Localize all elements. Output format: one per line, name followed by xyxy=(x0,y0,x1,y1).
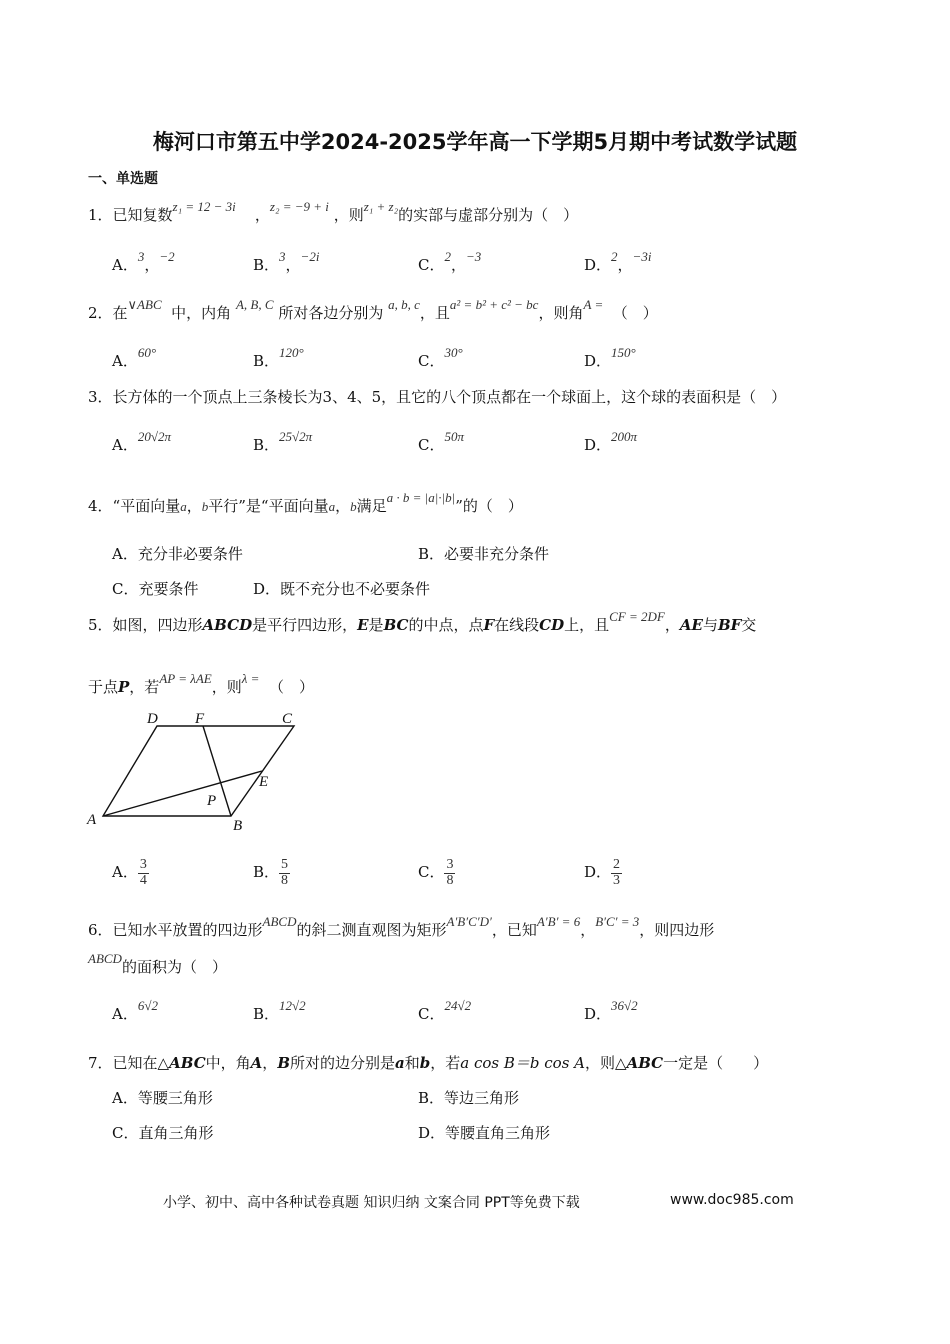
q2-math-angles: A, B, C xyxy=(235,297,274,312)
q7-label: b xyxy=(419,1054,431,1072)
option-letter: B． xyxy=(253,256,280,274)
q5-math-cf: CF = 2DF xyxy=(609,609,665,624)
option-value: 3 xyxy=(279,249,286,264)
fraction-denominator: 8 xyxy=(446,872,454,888)
q2-option-a[interactable] xyxy=(112,345,157,371)
q2-text: 2．在 xyxy=(88,304,128,322)
option-value: 等边三角形 xyxy=(444,1089,520,1107)
q1-sep2: ，则 xyxy=(333,206,364,224)
q7-text: 和 xyxy=(404,1054,420,1072)
q4-text: ”的（ ） xyxy=(455,497,523,515)
q1-option-d[interactable] xyxy=(584,249,652,275)
q5-label: ABCD xyxy=(202,616,253,634)
option-value: 充分非必要条件 xyxy=(137,545,243,563)
q6-math: ABCD xyxy=(88,951,122,966)
option-letter: D． xyxy=(584,1005,612,1023)
option-letter: A． xyxy=(112,863,138,882)
q7-option-b[interactable] xyxy=(418,1087,519,1108)
q5-text: ， xyxy=(664,616,680,634)
question-4 xyxy=(88,490,523,516)
q5-text: 是平行四边形， xyxy=(252,616,358,634)
section-heading: 一、单选题 xyxy=(88,171,158,187)
option-value: 20√2π xyxy=(137,429,171,444)
fraction-numerator: 2 xyxy=(613,857,621,872)
q1-sep1: ， xyxy=(254,206,270,224)
option-value: 25√2π xyxy=(279,429,313,444)
q1-text-pre: 1．已知复数 xyxy=(88,206,173,224)
option-letter: C． xyxy=(418,1005,445,1023)
option-letter: C． xyxy=(418,863,445,882)
q4-text: 满足 xyxy=(356,497,387,515)
option-letter: A． xyxy=(112,545,138,563)
option-sep: ， xyxy=(617,256,633,274)
option-sep: ， xyxy=(285,256,301,274)
q7-option-d[interactable] xyxy=(418,1122,550,1143)
fraction-numerator: 3 xyxy=(446,857,454,872)
q4-option-d[interactable] xyxy=(253,578,430,599)
q5-text: ，若 xyxy=(129,678,160,696)
option-letter: D． xyxy=(584,863,612,882)
option-sep: ， xyxy=(144,256,160,274)
parallelogram-figure xyxy=(85,712,315,834)
q7-label: ABC xyxy=(169,1054,206,1072)
q7-text: 7．已知在△ xyxy=(88,1054,170,1072)
question-6-line-2 xyxy=(88,951,227,977)
option-letter: C． xyxy=(418,436,445,454)
q6-text: 的面积为（ ） xyxy=(121,958,227,976)
question-5-line-1 xyxy=(88,609,757,635)
option-fraction xyxy=(279,858,290,888)
q7-text: ， xyxy=(262,1054,278,1072)
option-letter: D． xyxy=(584,256,612,274)
label-c: C xyxy=(282,712,293,727)
q5-text: 在线段 xyxy=(494,616,540,634)
q5-label: CD xyxy=(539,616,565,634)
q4-comma: ， xyxy=(186,497,202,515)
q2-text: （ ） xyxy=(612,304,658,322)
option-value: 必要非充分条件 xyxy=(444,545,550,563)
q2-math-sides: a, b, c xyxy=(388,297,420,312)
option-letter: C． xyxy=(418,352,445,370)
q6-math: A′B′C′D′ xyxy=(446,914,492,929)
fraction-numerator: 5 xyxy=(281,857,289,872)
q4-comma: ， xyxy=(335,497,351,515)
q5-text: 5．如图，四边形 xyxy=(88,616,203,634)
segment-ae xyxy=(103,771,262,816)
option-letter: D． xyxy=(253,580,281,598)
q5-label: BC xyxy=(383,616,409,634)
q2-text: ，且 xyxy=(419,304,450,322)
q6-math: A′B′ = 6 xyxy=(536,914,581,929)
option-value: 60° xyxy=(137,345,157,360)
option-value: 24√2 xyxy=(444,998,472,1013)
q4-option-b[interactable] xyxy=(418,543,549,564)
option-fraction xyxy=(611,858,622,888)
option-letter: A． xyxy=(112,436,138,454)
q3-option-a[interactable] xyxy=(112,429,171,455)
q6-text: ， xyxy=(580,921,596,939)
q1-text-post: 的实部与虚部分别为（ ） xyxy=(398,206,579,224)
option-letter: A． xyxy=(112,1005,138,1023)
option-value: 30° xyxy=(444,345,463,360)
q2-text: 所对各边分别为 xyxy=(278,304,384,322)
q7-text: ，若 xyxy=(430,1054,461,1072)
q1-option-c[interactable] xyxy=(418,249,482,275)
question-6-line-1 xyxy=(88,914,715,940)
q4-math-condition: a · b = |a|·|b| xyxy=(386,490,456,505)
q4-option-a[interactable] xyxy=(112,543,243,564)
fraction-denominator: 3 xyxy=(613,872,621,888)
q2-option-c[interactable] xyxy=(418,345,463,371)
q2-math-triangle: ∨ABC xyxy=(127,297,162,312)
label-b: B xyxy=(233,818,243,834)
label-f: F xyxy=(195,712,205,727)
option-value: 36√2 xyxy=(611,998,638,1013)
q1-option-b[interactable] xyxy=(253,249,320,275)
option-letter: D． xyxy=(418,1124,446,1142)
option-value: −2i xyxy=(300,249,320,264)
option-letter: B． xyxy=(253,436,280,454)
fraction-denominator: 8 xyxy=(281,872,289,888)
q4-vector-b: b xyxy=(201,499,209,514)
option-value: 既不充分也不必要条件 xyxy=(280,580,431,598)
label-p: P xyxy=(207,793,217,809)
q3-option-d[interactable] xyxy=(584,429,638,455)
footer-text: 小学、初中、高中各种试卷真题 知识归纳 文案合同 PPT等免费下载 xyxy=(163,1195,580,1211)
q6-text: ，则四边形 xyxy=(639,921,715,939)
footer-url[interactable]: www.doc985.com xyxy=(670,1192,794,1208)
page-title: 梅河口市第五中学2024-2025学年高一下学期5月期中考试数学试题 xyxy=(152,130,798,154)
option-value: 等腰直角三角形 xyxy=(445,1124,551,1142)
q7-equation: a cos B＝b cos A xyxy=(460,1054,586,1072)
option-letter: B． xyxy=(253,352,280,370)
label-a: A xyxy=(87,812,97,828)
q6-math: ABCD xyxy=(262,914,297,929)
option-value: 50π xyxy=(444,429,464,444)
q2-math-angle-a: A = xyxy=(583,297,604,312)
q2-text: 中，内角 xyxy=(171,304,232,322)
q6-text: ，已知 xyxy=(491,921,537,939)
q5-math-lambda: λ = xyxy=(241,671,260,686)
option-value: 6√2 xyxy=(137,998,158,1013)
option-letter: D． xyxy=(584,436,612,454)
q5-option-b[interactable] xyxy=(253,858,290,888)
q4-vector-a: a xyxy=(328,499,336,514)
q7-label: A xyxy=(250,1054,263,1072)
q4-vector-b: b xyxy=(350,499,357,514)
option-value: 200π xyxy=(611,429,638,444)
q6-math: B′C′ = 3 xyxy=(595,914,640,929)
question-3: 3．长方体的一个顶点上三条棱长为3、4、5，且它的八个顶点都在一个球面上，这个球的表面积是（ ） xyxy=(88,388,787,406)
option-letter: A． xyxy=(112,256,138,274)
label-e: E xyxy=(259,774,269,790)
q4-text: 4．“平面向量 xyxy=(88,497,181,515)
q2-text: ，则角 xyxy=(538,304,584,322)
q5-label: BF xyxy=(717,616,742,634)
option-value: 2 xyxy=(611,249,618,264)
question-2 xyxy=(88,297,658,323)
q5-text: 的中点，点 xyxy=(408,616,484,634)
q4-option-c[interactable] xyxy=(112,578,199,599)
q5-label: F xyxy=(483,616,495,634)
q6-text: 的斜二测直观图为矩形 xyxy=(296,921,447,939)
q7-option-a[interactable] xyxy=(112,1087,213,1108)
q2-option-b[interactable] xyxy=(253,345,304,371)
q6-option-d[interactable] xyxy=(584,998,638,1024)
q5-text: 是 xyxy=(368,616,384,634)
q5-label: P xyxy=(118,678,130,696)
q7-label: B xyxy=(277,1054,290,1072)
q3-option-c[interactable] xyxy=(418,429,464,455)
option-letter: C． xyxy=(112,580,139,598)
option-letter: B． xyxy=(418,545,445,563)
q5-option-a[interactable] xyxy=(112,858,149,888)
option-value: 150° xyxy=(611,345,636,360)
q3-option-b[interactable] xyxy=(253,429,313,455)
option-value: 12√2 xyxy=(279,998,306,1013)
q7-text: 一定是（ ） xyxy=(663,1054,769,1072)
q5-text: （ ） xyxy=(268,678,314,696)
option-value: 120° xyxy=(279,345,304,360)
q7-text: 中，角 xyxy=(205,1054,251,1072)
q1-math-sum: z₁ + z₂ xyxy=(363,199,399,214)
option-value: −2 xyxy=(159,249,175,264)
option-value: −3 xyxy=(466,249,482,264)
parallelogram-abcd xyxy=(103,726,294,816)
option-letter: B． xyxy=(253,863,280,882)
q5-text: 于点 xyxy=(88,678,119,696)
option-value: 充要条件 xyxy=(138,580,199,598)
q6-option-a[interactable] xyxy=(112,998,158,1024)
q2-option-d[interactable] xyxy=(584,345,636,371)
option-letter: C． xyxy=(418,256,445,274)
label-d: D xyxy=(147,712,158,727)
q7-option-c[interactable] xyxy=(112,1122,214,1143)
q7-label: ABC xyxy=(626,1054,664,1072)
option-value: 3 xyxy=(137,249,145,264)
q7-text: 所对的边分别是 xyxy=(290,1054,396,1072)
option-letter: B． xyxy=(418,1089,445,1107)
fraction-denominator: 4 xyxy=(139,872,147,888)
question-5-line-2 xyxy=(88,671,314,697)
q5-text: 与 xyxy=(702,616,718,634)
q5-text: ，则 xyxy=(211,678,242,696)
q5-label: AE xyxy=(679,616,703,634)
q6-option-c[interactable] xyxy=(418,998,472,1024)
option-value: 2 xyxy=(444,249,451,264)
q4-text: 平行”是“平面向量 xyxy=(208,497,329,515)
q5-text: 交 xyxy=(741,616,757,634)
option-fraction xyxy=(138,858,149,888)
option-value: −3i xyxy=(632,249,652,264)
option-letter: D． xyxy=(584,352,612,370)
q5-option-d[interactable] xyxy=(584,858,622,888)
option-fraction xyxy=(444,858,455,888)
q7-label: a xyxy=(395,1054,405,1072)
question-7 xyxy=(88,1052,768,1073)
option-letter: B． xyxy=(253,1005,280,1023)
q2-math-equation: a² = b² + c² − bc xyxy=(449,297,539,312)
q1-math-z1: z₁ = 12 − 3i xyxy=(172,199,236,214)
option-letter: C． xyxy=(112,1124,139,1142)
option-value: 直角三角形 xyxy=(138,1124,214,1142)
q6-option-b[interactable] xyxy=(253,998,306,1024)
q1-math-z2: z₂ = −9 + i xyxy=(269,199,329,214)
q4-vector-a: a xyxy=(180,499,187,514)
option-letter: A． xyxy=(112,352,138,370)
option-letter: A． xyxy=(112,1089,138,1107)
fraction-numerator: 3 xyxy=(139,857,147,872)
q6-text: 6．已知水平放置的四边形 xyxy=(88,921,263,939)
q5-option-c[interactable] xyxy=(418,858,455,888)
q5-math-ap: AP = λAE xyxy=(159,671,212,686)
q5-text: 上，且 xyxy=(564,616,610,634)
option-sep: ， xyxy=(450,256,466,274)
q1-option-a[interactable] xyxy=(112,249,175,275)
q7-text: ，则△ xyxy=(585,1054,627,1072)
option-value: 等腰三角形 xyxy=(137,1089,213,1107)
question-1 xyxy=(88,199,579,225)
q5-label: E xyxy=(357,616,369,634)
